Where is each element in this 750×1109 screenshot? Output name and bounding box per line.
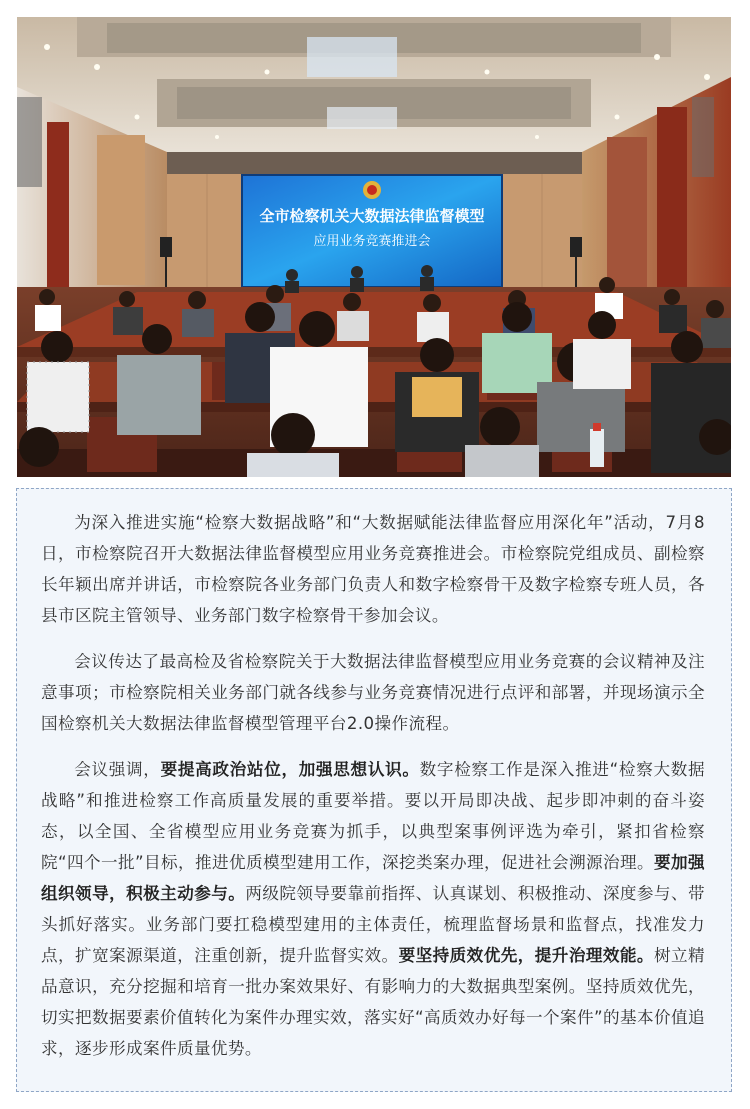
screen-title-line1: 全市检察机关大数据法律监督模型	[259, 207, 485, 225]
meeting-photo	[17, 17, 731, 477]
body-text: 会议强调，	[74, 760, 161, 779]
emphasis-text: 要提高政治站位，加强思想认识。	[160, 760, 420, 779]
body-text: 为深入推进实施“检察大数据战略”和“大数据赋能法律监督应用深化年”活动，7月8日，市检察院召开大数据法律监督模型应用业务竞赛推进会。市检察院党组成员、副检察长年颖出席并讲话，市检察院各业务部门负责人和数字检察骨干及数字检察专班人员，各县市区院主管领导、业务部门数字检察骨干参加会议。	[41, 513, 705, 625]
body-text: 数字检察工作是深入推进“检察大数据战略”和推进检察工作高质量发展的重要举措。要以开局即决战、起步即冲刺的奋斗姿态，以全国、全省模型应用业务竞赛为抓手，以典型案事例评选为牵引，紧扣省检察院“四个一批”目标，推进优质模型建用工作，深挖类案办理，促进社会溯源治理。	[41, 760, 706, 872]
article-paragraph-3	[41, 754, 705, 1064]
article-paragraph-1	[41, 507, 705, 631]
body-text: 会议传达了最高检及省检察院关于大数据法律监督模型应用业务竞赛的会议精神及注意事项；市检察院相关业务部门就各线参与业务竞赛情况进行点评和部署，并现场演示全国检察机关大数据法律监督模型管理平台2.0操作流程。	[41, 652, 705, 733]
emphasis-text: 要坚持质效优先，提升治理效能。	[398, 946, 654, 965]
article-paragraph-2	[41, 646, 705, 739]
emphasis-text: 要加强组织领导，积极主动参与。	[41, 853, 705, 903]
article-content-box	[16, 488, 732, 1092]
body-text: 两级院领导要靠前指挥、认真谋划、积极推动、深度参与、带头抓好落实。业务部门要扛稳模型建用的主体责任，梳理监督场景和监督点，找准发力点，扩宽案源渠道，注重创新，提升监督实效。	[41, 884, 705, 965]
body-text: 树立精品意识，充分挖掘和培育一批办案效果好、有影响力的大数据典型案例。坚持质效优先，切实把数据要素价值转化为案件办理实效，落实好“高质效办好每一个案件”的基本价值追求，逐步形成案件质量优势。	[41, 946, 706, 1058]
meeting-photo-illustration	[17, 17, 731, 477]
screen-title-line2: 应用业务竞赛推进会	[313, 234, 431, 249]
